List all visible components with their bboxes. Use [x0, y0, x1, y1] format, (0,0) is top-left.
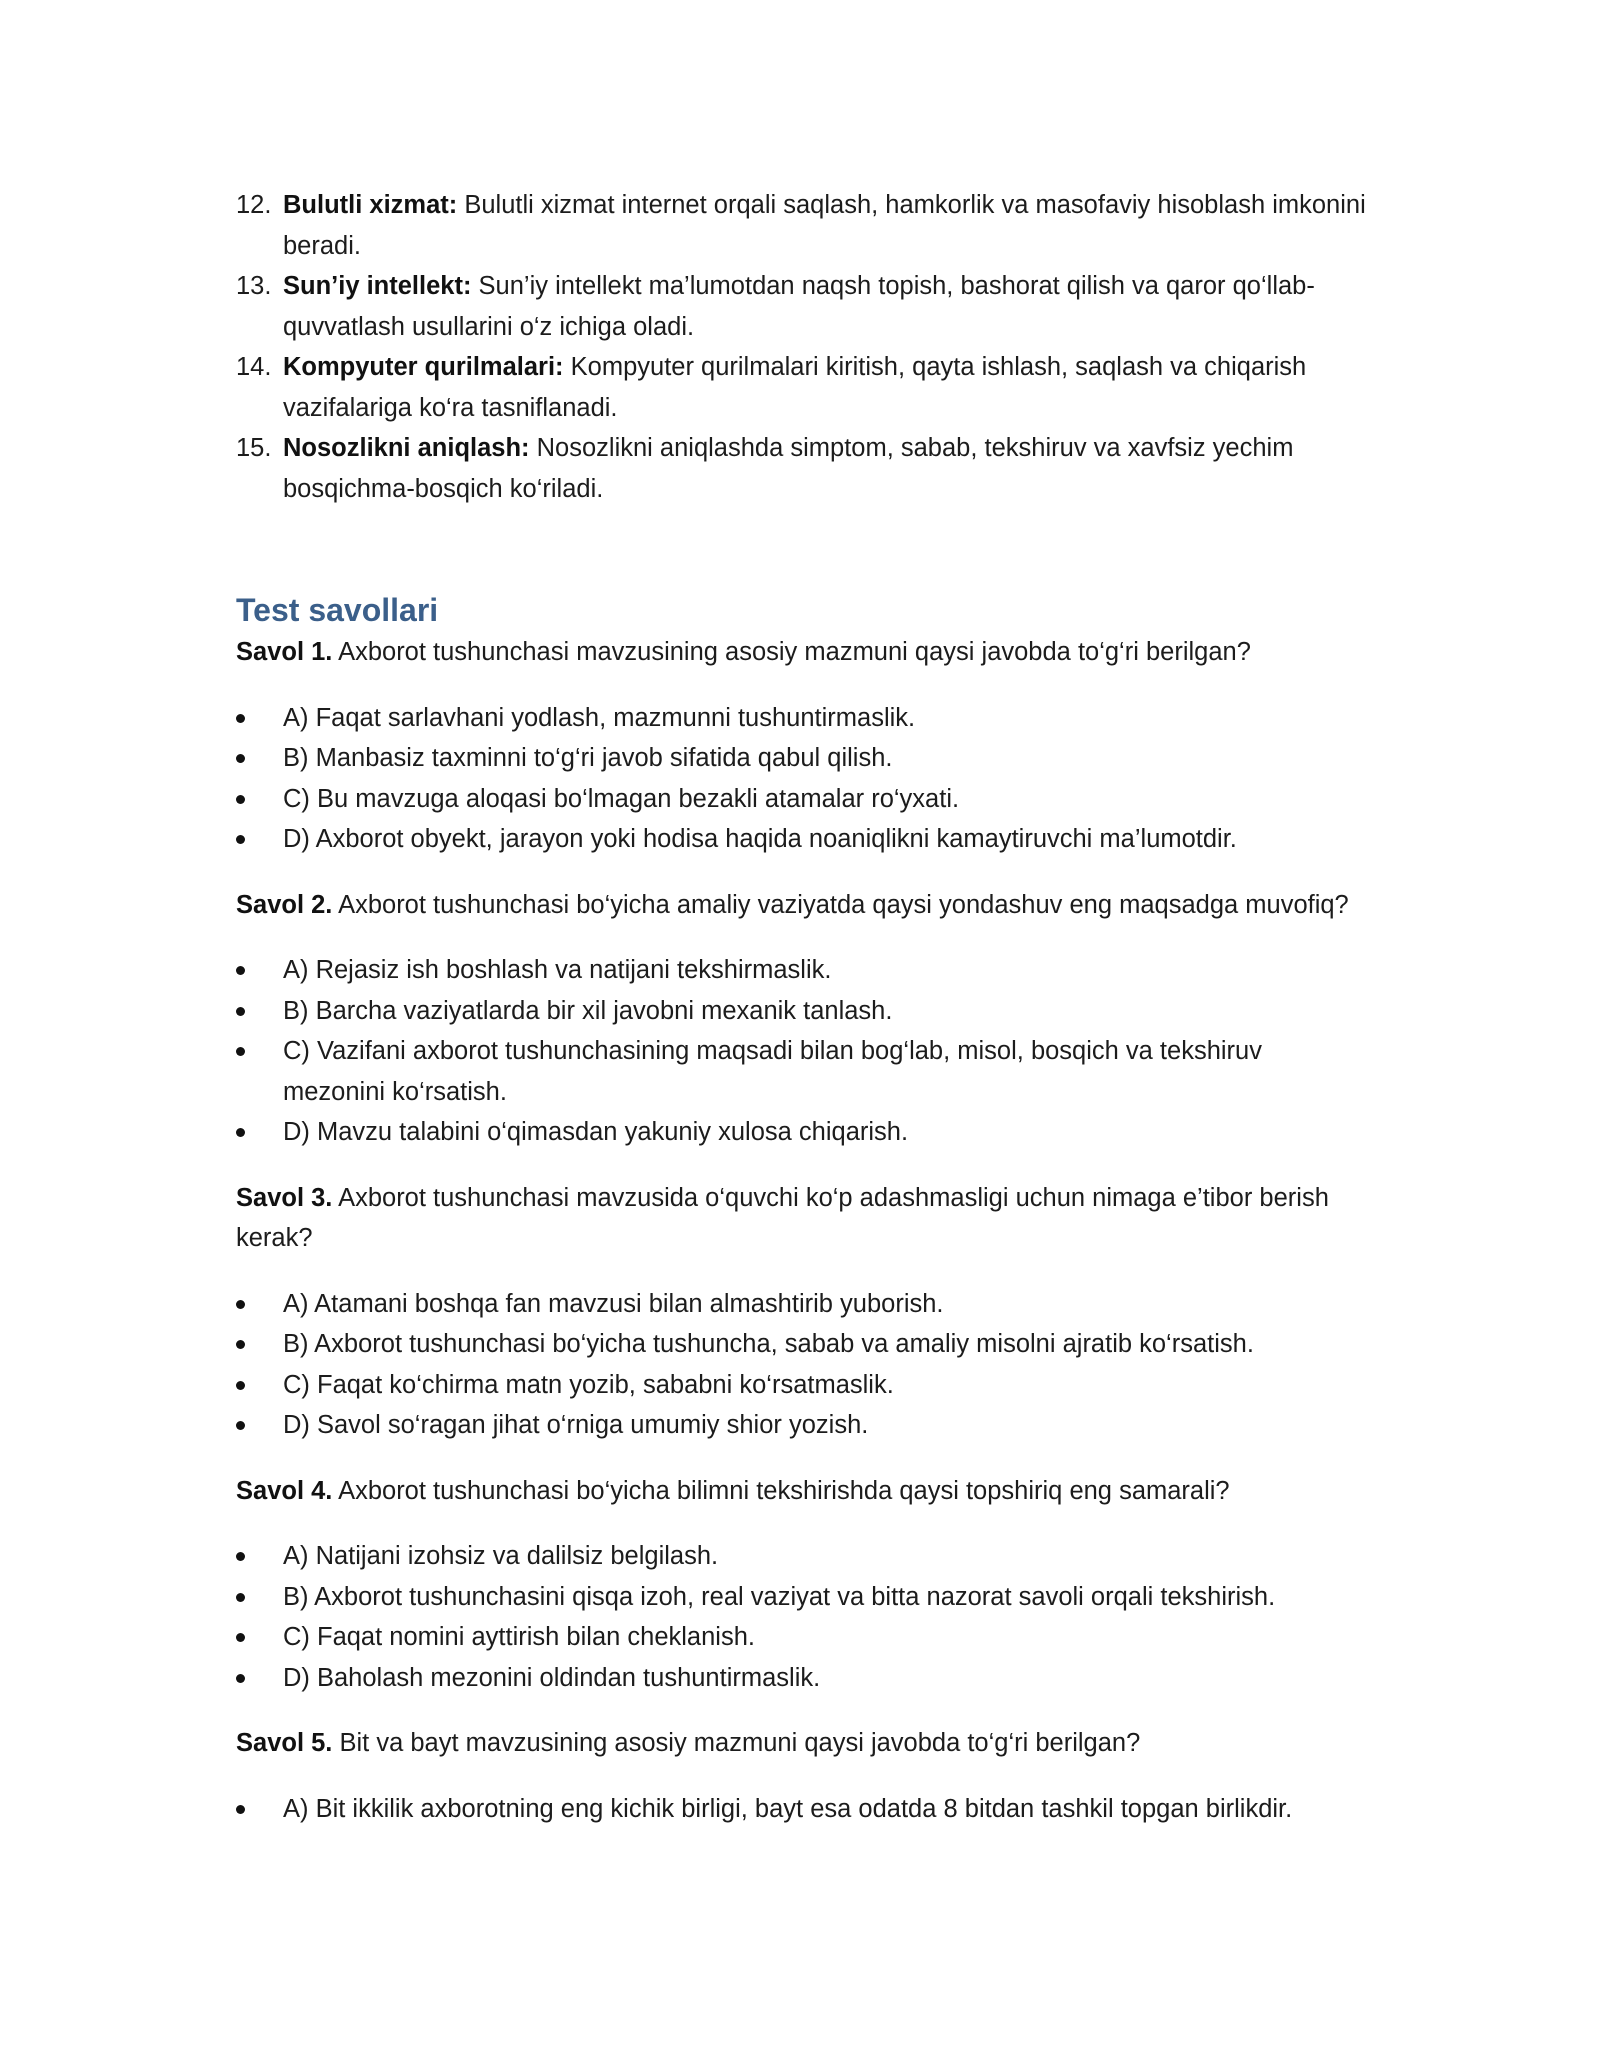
- question-label: Savol 4.: [236, 1476, 333, 1505]
- question-text: [236, 1178, 1366, 1259]
- bullet-icon: [236, 1047, 245, 1056]
- bullet-icon: [236, 1128, 245, 1137]
- definition-term: Bulutli xizmat:: [283, 191, 458, 219]
- option-item: [236, 950, 1366, 991]
- bullet-icon: [236, 1674, 245, 1683]
- bullet-icon: [236, 714, 245, 723]
- bullet-icon: [236, 1421, 245, 1430]
- question-text: [236, 1471, 1366, 1512]
- option-text: C) Faqat ko‘chirma matn yozib, sababni ko‘rsatmaslik.: [283, 1370, 894, 1399]
- definition-text: Nosozlikni aniqlashda simptom, sabab, tekshiruv va xavfsiz yechim bosqichma-bosqich ko‘riladi.: [283, 434, 1294, 503]
- question-block: [236, 1723, 1366, 1829]
- question-block: [236, 632, 1366, 860]
- options-list: [236, 698, 1366, 860]
- definition-term: Kompyuter qurilmalari:: [283, 353, 564, 381]
- page-content: [236, 185, 1366, 1829]
- option-text: C) Faqat nomini ayttirish bilan cheklanish.: [283, 1623, 755, 1651]
- question-label: Savol 5.: [236, 1729, 333, 1757]
- option-text: A) Faqat sarlavhani yodlash, mazmunni tushuntirmaslik.: [283, 703, 916, 732]
- bullet-icon: [236, 1593, 245, 1602]
- definition-item: [236, 266, 1366, 347]
- option-item: [236, 1324, 1366, 1365]
- definition-item: [236, 428, 1366, 509]
- definition-term: Sun’iy intellekt:: [283, 272, 472, 300]
- definition-item: [236, 185, 1366, 266]
- question-body: Axborot tushunchasi bo‘yicha bilimni tekshirishda qaysi topshiriq eng samarali?: [332, 1476, 1230, 1505]
- option-text: A) Bit ikkilik axborotning eng kichik birligi, bayt esa odatda 8 bitdan tashkil topgan birlikdir.: [283, 1794, 1293, 1823]
- bullet-icon: [236, 754, 245, 763]
- option-item: [236, 819, 1366, 860]
- option-text: D) Axborot obyekt, jarayon yoki hodisa haqida noaniqlikni kamaytiruvchi ma’lumotdir.: [283, 825, 1237, 853]
- bullet-icon: [236, 1552, 245, 1561]
- option-text: B) Axborot tushunchasini qisqa izoh, real vaziyat va bitta nazorat savoli orqali tekshirish.: [283, 1582, 1276, 1611]
- option-text: A) Natijani izohsiz va dalilsiz belgilash.: [283, 1542, 719, 1570]
- list-number: 12.: [236, 191, 272, 219]
- option-item: [236, 779, 1366, 820]
- options-list: [236, 1284, 1366, 1446]
- bullet-icon: [236, 966, 245, 975]
- option-item: [236, 1365, 1366, 1406]
- section-heading: Test savollari: [236, 592, 439, 628]
- question-body: Axborot tushunchasi mavzusida o‘quvchi ko‘p adashmasligi uchun nimaga e’tibor berish kerak?: [236, 1183, 1329, 1252]
- question-label: Savol 3.: [236, 1183, 333, 1212]
- list-number: 14.: [236, 353, 272, 381]
- definition-term: Nosozlikni aniqlash:: [283, 434, 530, 462]
- option-text: B) Manbasiz taxminni to‘g‘ri javob sifatida qabul qilish.: [283, 744, 893, 772]
- bullet-icon: [236, 1300, 245, 1309]
- question-block: [236, 885, 1366, 1153]
- question-block: [236, 1471, 1366, 1699]
- option-item: [236, 991, 1366, 1032]
- definitions-list: [236, 185, 1366, 509]
- option-text: B) Barcha vaziyatlarda bir xil javobni mexanik tanlash.: [283, 996, 893, 1025]
- question-body: Axborot tushunchasi bo‘yicha amaliy vaziyatda qaysi yondashuv eng maqsadga muvofiq?: [332, 890, 1349, 919]
- option-text: C) Vazifani axborot tushunchasining maqsadi bilan bog‘lab, misol, bosqich va tekshiruv mezonini ko‘rsatish.: [283, 1037, 1262, 1106]
- option-item: [236, 1031, 1366, 1112]
- bullet-icon: [236, 1633, 245, 1642]
- option-text: A) Rejasiz ish boshlash va natijani tekshirmaslik.: [283, 956, 832, 984]
- question-body: Bit va bayt mavzusining asosiy mazmuni qaysi javobda to‘g‘ri berilgan?: [332, 1729, 1141, 1757]
- question-label: Savol 2.: [236, 890, 333, 919]
- definition-text: Bulutli xizmat internet orqali saqlash, hamkorlik va masofaviy hisoblash imkonini beradi.: [283, 191, 1366, 260]
- question-text: [236, 632, 1366, 673]
- options-list: [236, 1536, 1366, 1698]
- bullet-icon: [236, 1805, 245, 1814]
- bullet-icon: [236, 835, 245, 844]
- option-text: C) Bu mavzuga aloqasi bo‘lmagan bezakli atamalar ro‘yxati.: [283, 784, 960, 813]
- option-item: [236, 1536, 1366, 1577]
- question-body: Axborot tushunchasi mavzusining asosiy mazmuni qaysi javobda to‘g‘ri berilgan?: [332, 638, 1251, 666]
- option-item: [236, 738, 1366, 779]
- option-item: [236, 1112, 1366, 1153]
- option-item: [236, 1658, 1366, 1699]
- list-number: 15.: [236, 434, 272, 462]
- question-text: [236, 1723, 1366, 1764]
- option-item: [236, 1617, 1366, 1658]
- option-item: [236, 698, 1366, 739]
- option-text: D) Mavzu talabini o‘qimasdan yakuniy xulosa chiqarish.: [283, 1118, 909, 1146]
- option-text: D) Savol so‘ragan jihat o‘rniga umumiy shior yozish.: [283, 1411, 869, 1439]
- options-list: [236, 950, 1366, 1153]
- option-item: [236, 1284, 1366, 1325]
- option-item: [236, 1789, 1366, 1830]
- question-label: Savol 1.: [236, 638, 333, 666]
- bullet-icon: [236, 1007, 245, 1016]
- bullet-icon: [236, 1381, 245, 1390]
- option-text: D) Baholash mezonini oldindan tushuntirmaslik.: [283, 1663, 821, 1692]
- definition-text: Kompyuter qurilmalari kiritish, qayta ishlash, saqlash va chiqarish vazifalariga ko‘ra tasniflanadi.: [283, 353, 1307, 422]
- list-number: 13.: [236, 272, 272, 300]
- question-block: [236, 1178, 1366, 1446]
- bullet-icon: [236, 1340, 245, 1349]
- option-text: B) Axborot tushunchasi bo‘yicha tushuncha, sabab va amaliy misolni ajratib ko‘rsatish.: [283, 1330, 1254, 1358]
- question-text: [236, 885, 1366, 926]
- bullet-icon: [236, 795, 245, 804]
- option-item: [236, 1405, 1366, 1446]
- definition-item: [236, 347, 1366, 428]
- definition-text: Sun’iy intellekt ma’lumotdan naqsh topish, bashorat qilish va qaror qo‘llab-quvvatlash usullarini o‘z ichiga oladi.: [283, 272, 1315, 341]
- option-item: [236, 1577, 1366, 1618]
- options-list: [236, 1789, 1366, 1830]
- option-text: A) Atamani boshqa fan mavzusi bilan almashtirib yuborish.: [283, 1289, 944, 1318]
